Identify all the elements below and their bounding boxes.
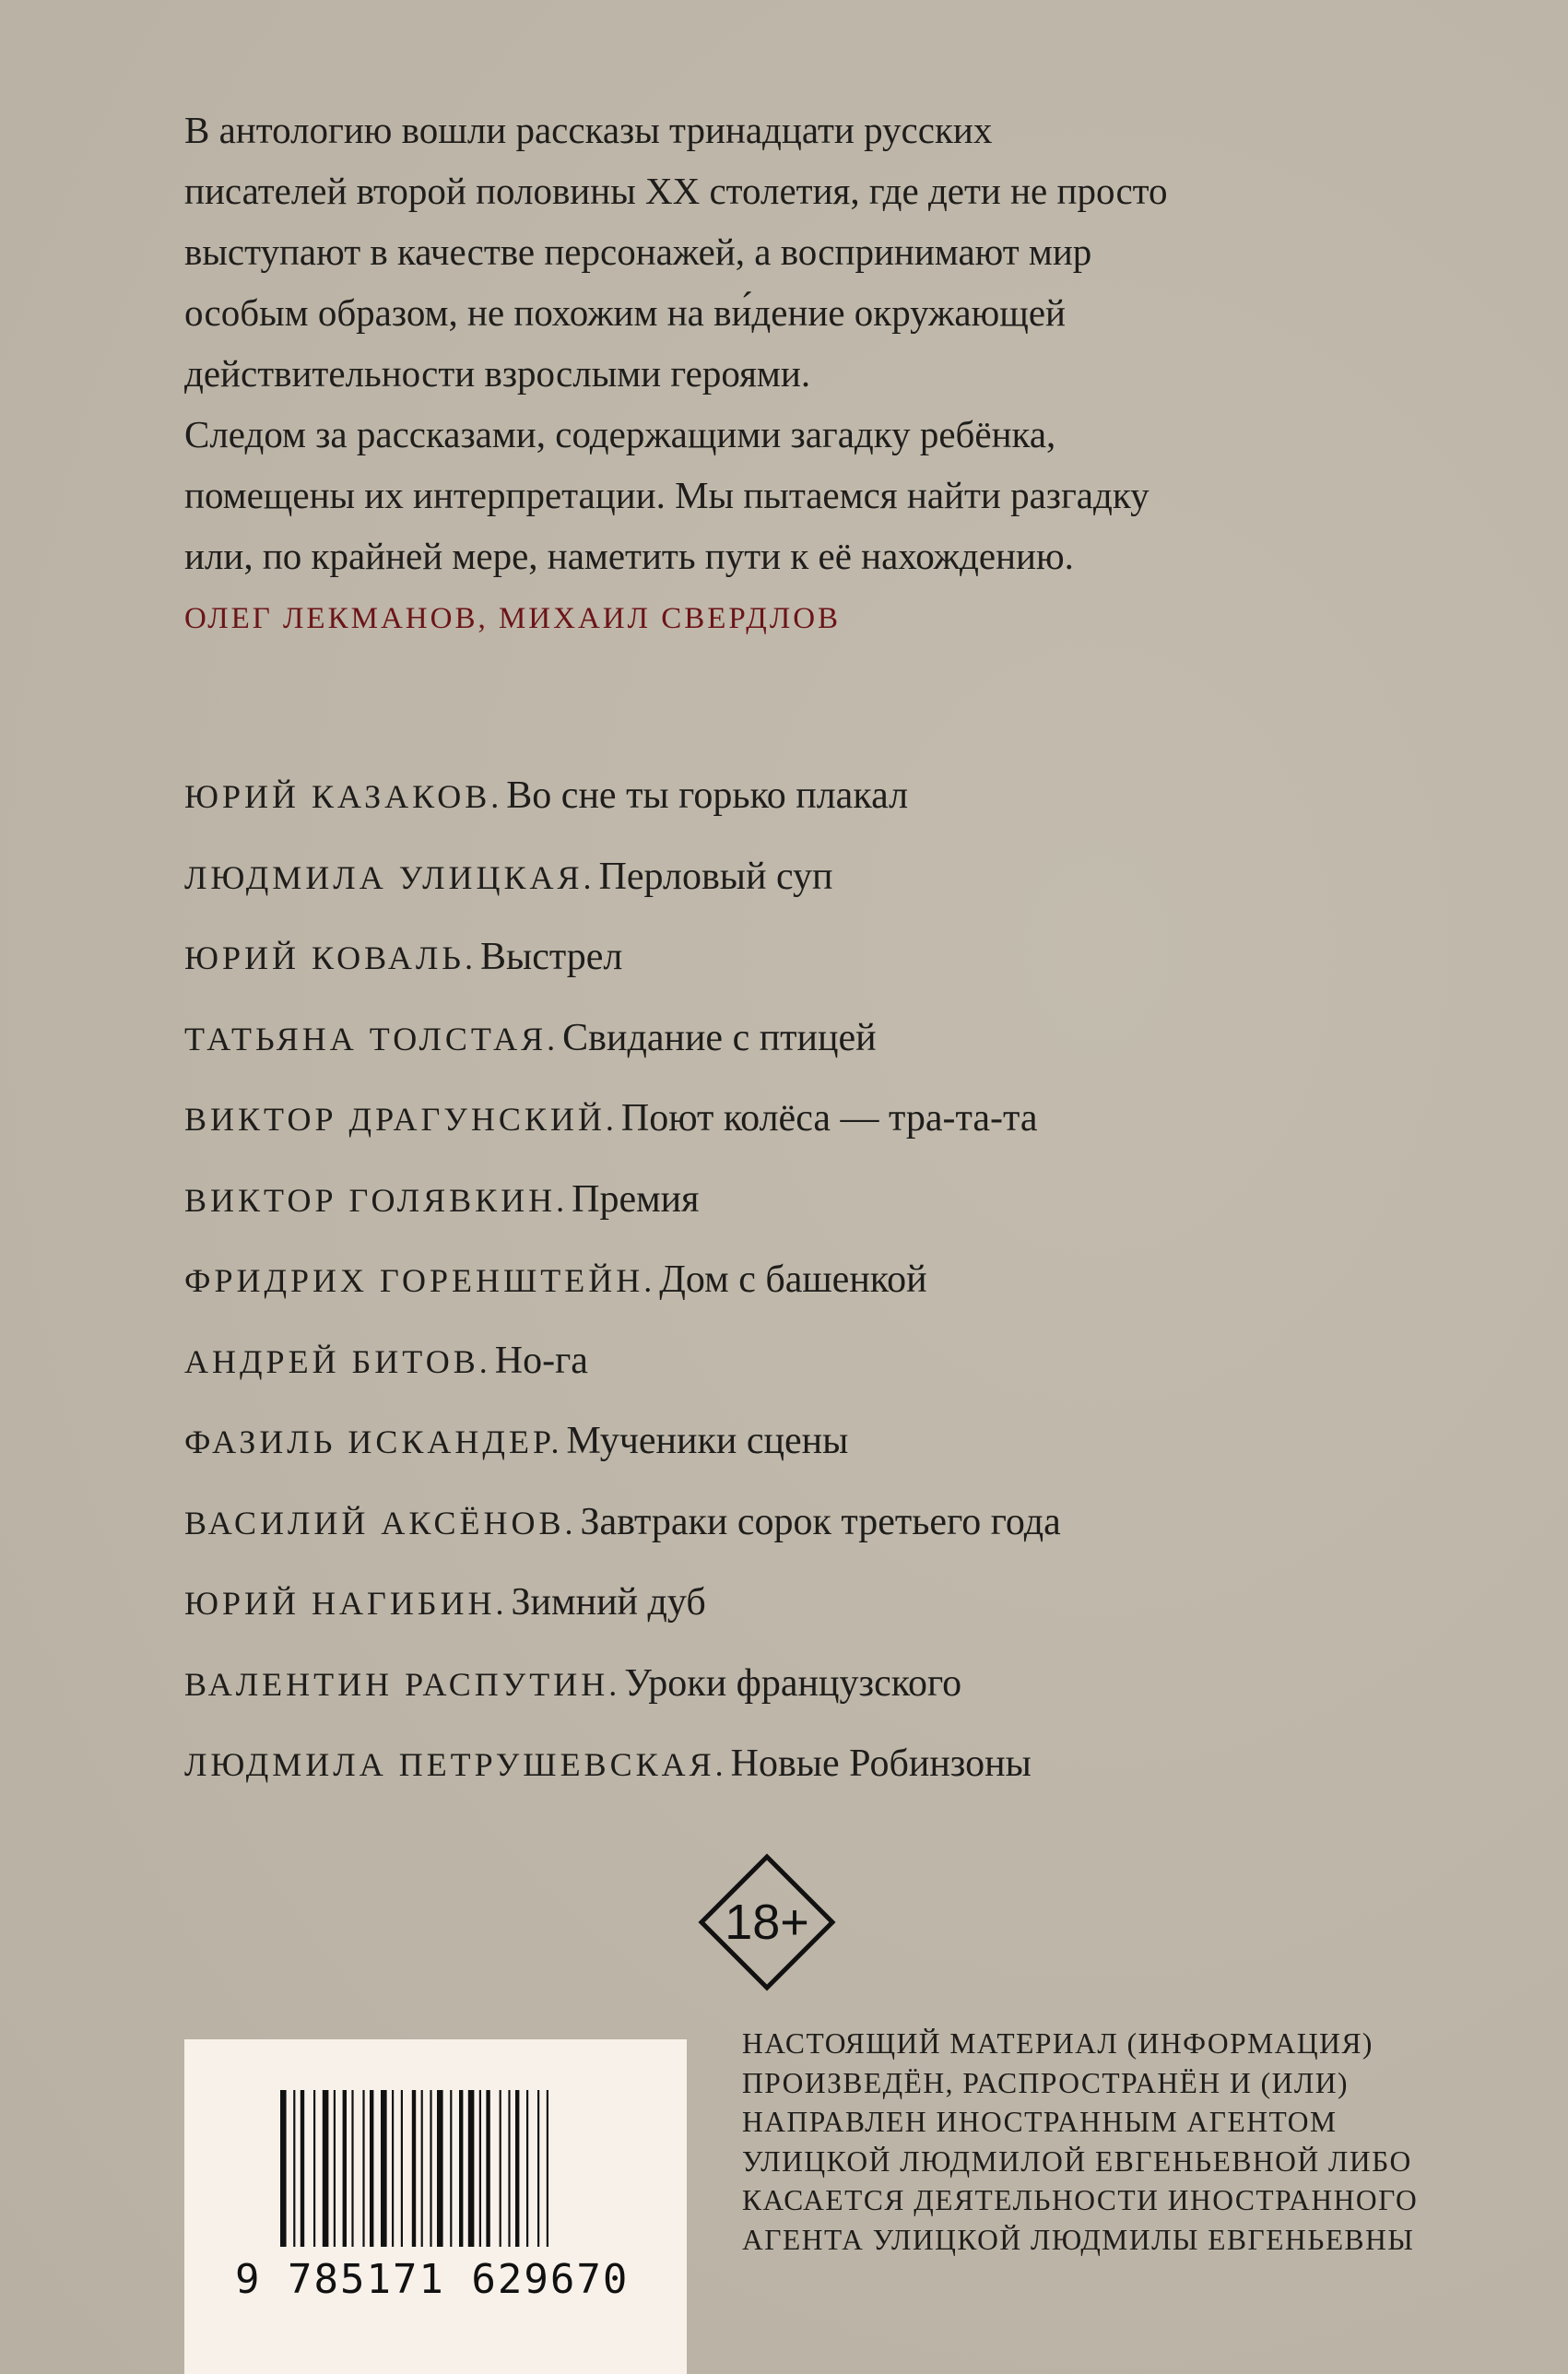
contents-author: ЛЮДМИЛА УЛИЦКАЯ. (184, 858, 595, 896)
contents-item (184, 998, 1383, 1080)
contents-author: ВИКТОР ГОЛЯВКИН. (184, 1181, 569, 1219)
age-rating-label: 18+ (725, 1895, 809, 1950)
barcode-bar (401, 2090, 403, 2247)
contents-item (184, 1724, 1383, 1805)
contents-author: ЮРИЙ КОВАЛЬ. (184, 939, 477, 976)
contents-author: ФАЗИЛЬ ИСКАНДЕР. (184, 1423, 563, 1460)
barcode-bar (508, 2090, 510, 2247)
contents-author: ВАСИЛИЙ АКСЁНОВ. (184, 1504, 577, 1541)
contents-title: Мученики сцены (566, 1420, 849, 1462)
barcode-bar (526, 2090, 528, 2247)
contents-item (184, 837, 1383, 918)
annotation-line: В антологию вошли рассказы тринадцати русских (184, 109, 993, 151)
contents-item (184, 1321, 1383, 1402)
contents-title: Свидание с птицей (562, 1016, 877, 1059)
contents-title: Во сне ты горько плакал (506, 774, 909, 817)
contents-author: ВИКТОР ДРАГУНСКИЙ. (184, 1101, 618, 1138)
contents-author: ТАТЬЯНА ТОЛСТАЯ. (184, 1020, 560, 1057)
contents-item (184, 1240, 1383, 1321)
barcode-bar (515, 2090, 519, 2247)
barcode-bar (486, 2090, 489, 2247)
barcode-bar (500, 2090, 501, 2247)
barcode-bar (537, 2090, 539, 2247)
annotation-line: Следом за рассказами, содержащими загадку ребёнка, (184, 413, 1056, 455)
barcode-bar (370, 2090, 373, 2247)
barcode-bar (313, 2090, 315, 2247)
barcode-bar (381, 2090, 387, 2247)
annotation-line: выступают в качестве персонажей, а воспринимают мир (184, 230, 1092, 273)
contents-title: Завтраки сорок третьего года (580, 1500, 1061, 1543)
table-of-contents (184, 756, 1383, 1805)
contents-title: Выстрел (479, 936, 623, 978)
annotation-line: писателей второй половины XX столетия, где дети не просто (184, 170, 1168, 212)
notice-line: НАСТОЯЩИЙ МАТЕРИАЛ (ИНФОРМАЦИЯ) (742, 2027, 1373, 2060)
barcode-bar (343, 2090, 347, 2247)
barcode-bar (437, 2090, 443, 2247)
barcode-bar (430, 2090, 431, 2247)
notice-line: АГЕНТА УЛИЦКОЙ ЛЮДМИЛЫ ЕВГЕНЬЕВНЫ (742, 2223, 1415, 2256)
annotation-authors: ОЛЕГ ЛЕКМАНОВ, МИХАИЛ СВЕРДЛОВ (184, 602, 842, 635)
barcode-bar (468, 2090, 475, 2247)
contents-title: Новые Робинзоны (730, 1742, 1032, 1785)
contents-item (184, 1482, 1383, 1564)
contents-title: Дом с башенкой (659, 1258, 927, 1301)
notice-line: КАСАЕТСЯ ДЕЯТЕЛЬНОСТИ ИНОСТРАННОГО (742, 2184, 1419, 2216)
contents-author: ЮРИЙ КАЗАКОВ. (184, 778, 503, 815)
barcode-bar (450, 2090, 452, 2247)
barcode-bar (479, 2090, 481, 2247)
foreign-agent-notice (742, 2025, 1553, 2260)
contents-title: Премия (572, 1177, 700, 1221)
contents-author: АНДРЕЙ БИТОВ. (184, 1342, 491, 1380)
barcode-bar (459, 2090, 463, 2247)
barcode-bar (392, 2090, 394, 2247)
barcode-icon (277, 2090, 627, 2251)
notice-line: ПРОИЗВЕДЁН, РАСПРОСТРАНЁН И (ИЛИ) (742, 2066, 1349, 2099)
barcode-bar (351, 2090, 353, 2247)
contents-item (184, 1160, 1383, 1241)
barcode-panel (184, 2039, 687, 2374)
barcode-bar (280, 2090, 287, 2247)
annotation-line: особым образом, не похожим на ви́дение окружающей (184, 291, 1066, 334)
annotation-line: помещены их интерпретации. Мы пытаемся найти разгадку (184, 474, 1149, 516)
contents-title: Уроки французского (624, 1661, 962, 1705)
annotation-line: или, по крайней мере, наметить пути к её нахождению. (184, 535, 1074, 577)
contents-item (184, 1079, 1383, 1160)
contents-title: Но-га (494, 1339, 588, 1382)
contents-item (184, 1563, 1383, 1644)
barcode-bar (301, 2090, 304, 2247)
barcode-bar (412, 2090, 416, 2247)
contents-author: ЛЮДМИЛА ПЕТРУШЕВСКАЯ. (184, 1746, 727, 1783)
contents-title: Поют колёса — тра-та-та (620, 1097, 1038, 1140)
contents-author: ВАЛЕНТИН РАСПУТИН. (184, 1665, 621, 1703)
annotation-block (184, 100, 1383, 642)
isbn-number: 9 785171 629670 (235, 2256, 630, 2303)
contents-item (184, 756, 1383, 837)
contents-title: Перловый суп (598, 855, 833, 898)
contents-item (184, 1644, 1383, 1725)
contents-item (184, 1401, 1383, 1482)
contents-title: Зимний дуб (511, 1581, 706, 1624)
notice-line: НАПРАВЛЕН ИНОСТРАННЫМ АГЕНТОМ (742, 2106, 1338, 2138)
barcode-bar (334, 2090, 336, 2247)
barcode-bar (323, 2090, 329, 2247)
notice-line: УЛИЦКОЙ ЛЮДМИЛОЙ ЕВГЕНЬЕВНОЙ ЛИБО (742, 2144, 1412, 2178)
contents-author: ЮРИЙ НАГИБИН. (184, 1585, 508, 1622)
annotation-line: действительности взрослыми героями. (184, 352, 811, 395)
contents-item (184, 917, 1383, 998)
barcode-bar (293, 2090, 295, 2247)
age-rating-badge (698, 1853, 836, 1991)
barcode-bar (421, 2090, 423, 2247)
contents-author: ФРИДРИХ ГОРЕНШТЕЙН. (184, 1262, 656, 1299)
barcode-bar (547, 2090, 548, 2247)
barcode-bar (362, 2090, 364, 2247)
